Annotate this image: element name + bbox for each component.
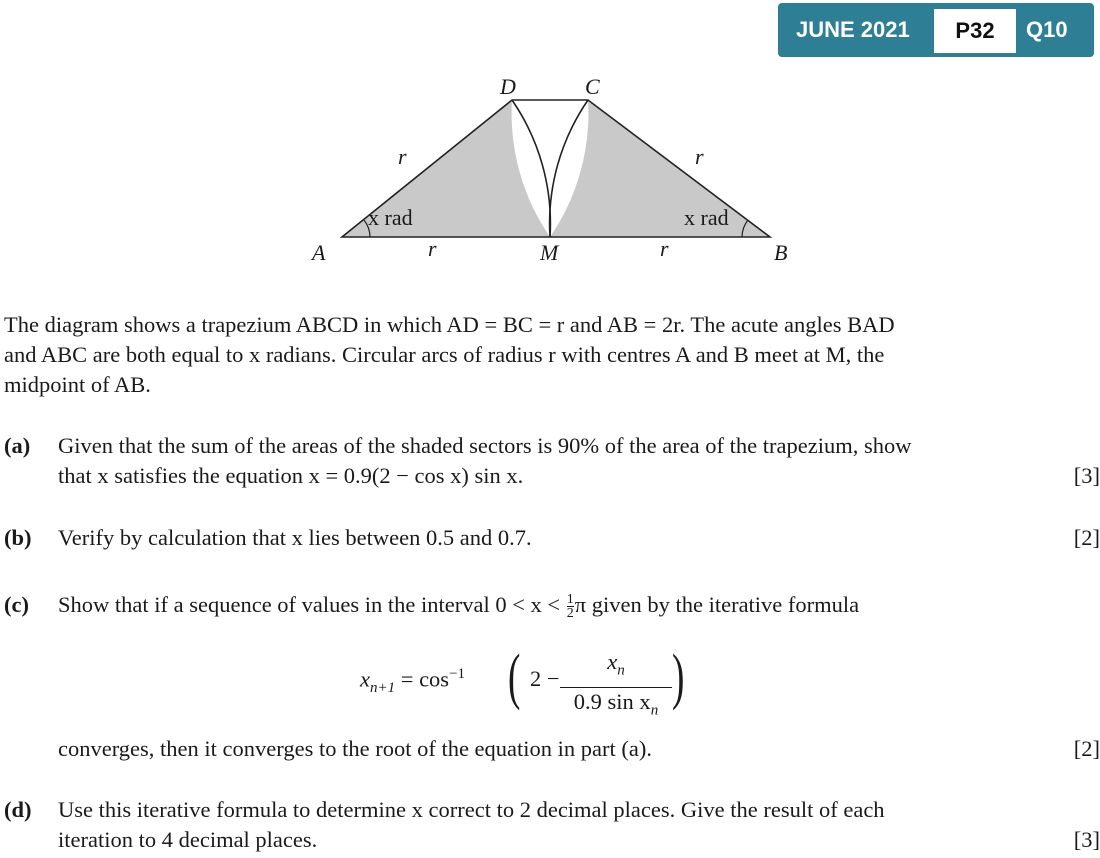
- trapezium-diagram: [0, 60, 1100, 275]
- formula-lhs: x: [360, 666, 370, 692]
- part-b-letter: (b): [4, 525, 32, 550]
- part-c-mark: [2]: [1073, 736, 1100, 761]
- label-d: D: [500, 74, 516, 99]
- formula-two-minus: 2 −: [530, 666, 560, 691]
- intro-paragraph: [4, 310, 1099, 400]
- half-denominator: 2: [566, 606, 574, 622]
- question-number: Q10: [1026, 17, 1068, 42]
- part-a-line-2: that x satisfies the equation x = 0.9(2 − cos x) sin x.: [58, 463, 524, 488]
- intro-line-3: midpoint of AB.: [4, 372, 151, 397]
- label-b: B: [774, 240, 788, 265]
- formula-cos: = cos: [400, 666, 450, 692]
- label-c: C: [585, 74, 600, 99]
- iterative-formula: [360, 640, 720, 730]
- label-a: A: [312, 240, 326, 265]
- formula-numerator: $x_n$: [560, 648, 672, 688]
- part-b-mark: [2]: [1073, 525, 1100, 550]
- left-paren: (: [508, 643, 521, 711]
- paper-code: P32: [934, 9, 1016, 53]
- sector-b: [550, 100, 770, 237]
- part-c-line-2: converges, then it converges to the root of the equation in part (a).: [58, 736, 652, 761]
- label-m: M: [540, 240, 559, 265]
- question-badge: [778, 3, 1094, 57]
- half-numerator: 1: [566, 592, 574, 608]
- part-a-mark: [3]: [1073, 463, 1100, 488]
- exam-date: JUNE 2021: [796, 17, 910, 42]
- part-d-mark: [3]: [1073, 827, 1100, 852]
- right-paren: ): [672, 643, 685, 711]
- intro-line-2: and ABC are both equal to x radians. Circular arcs of radius r with centres A and B meet at M, the: [4, 342, 885, 367]
- formula-fraction: [560, 648, 672, 724]
- part-b-line-1: Verify by calculation that x lies between 0.5 and 0.7.: [58, 525, 532, 550]
- intro-line-1: The diagram shows a trapezium ABCD in which AD = BC = r and AB = 2r. The acute angles BAD: [4, 312, 895, 337]
- label-r-am: r: [428, 236, 437, 261]
- label-r-mb: r: [660, 236, 669, 261]
- angle-label-a: x rad: [368, 205, 413, 230]
- part-d-letter: (d): [4, 797, 32, 822]
- angle-label-b: x rad: [684, 205, 729, 230]
- part-c-letter: (c): [4, 592, 29, 617]
- label-r-ad: r: [398, 144, 407, 169]
- part-d-line-1: Use this iterative formula to determine x correct to 2 decimal places. Give the result of each: [58, 797, 885, 822]
- half-fraction: [567, 593, 574, 620]
- part-a-line-1: Given that the sum of the areas of the shaded sectors is 90% of the area of the trapezium, show: [58, 433, 912, 458]
- part-a-letter: (a): [4, 433, 31, 458]
- part-c-line-1-post: π given by the iterative formula: [574, 592, 860, 617]
- formula-inverse: −1: [449, 666, 466, 682]
- formula-lhs-sub: n+1: [370, 680, 396, 696]
- part-c-line-1-pre: Show that if a sequence of values in the interval 0 < x <: [58, 592, 561, 617]
- part-d-line-2: iteration to 4 decimal places.: [58, 827, 318, 852]
- formula-denominator: 0.9 $\sin x_n$: [573, 688, 659, 718]
- part-c-line-1: [58, 590, 1098, 620]
- label-r-bc: r: [695, 144, 704, 169]
